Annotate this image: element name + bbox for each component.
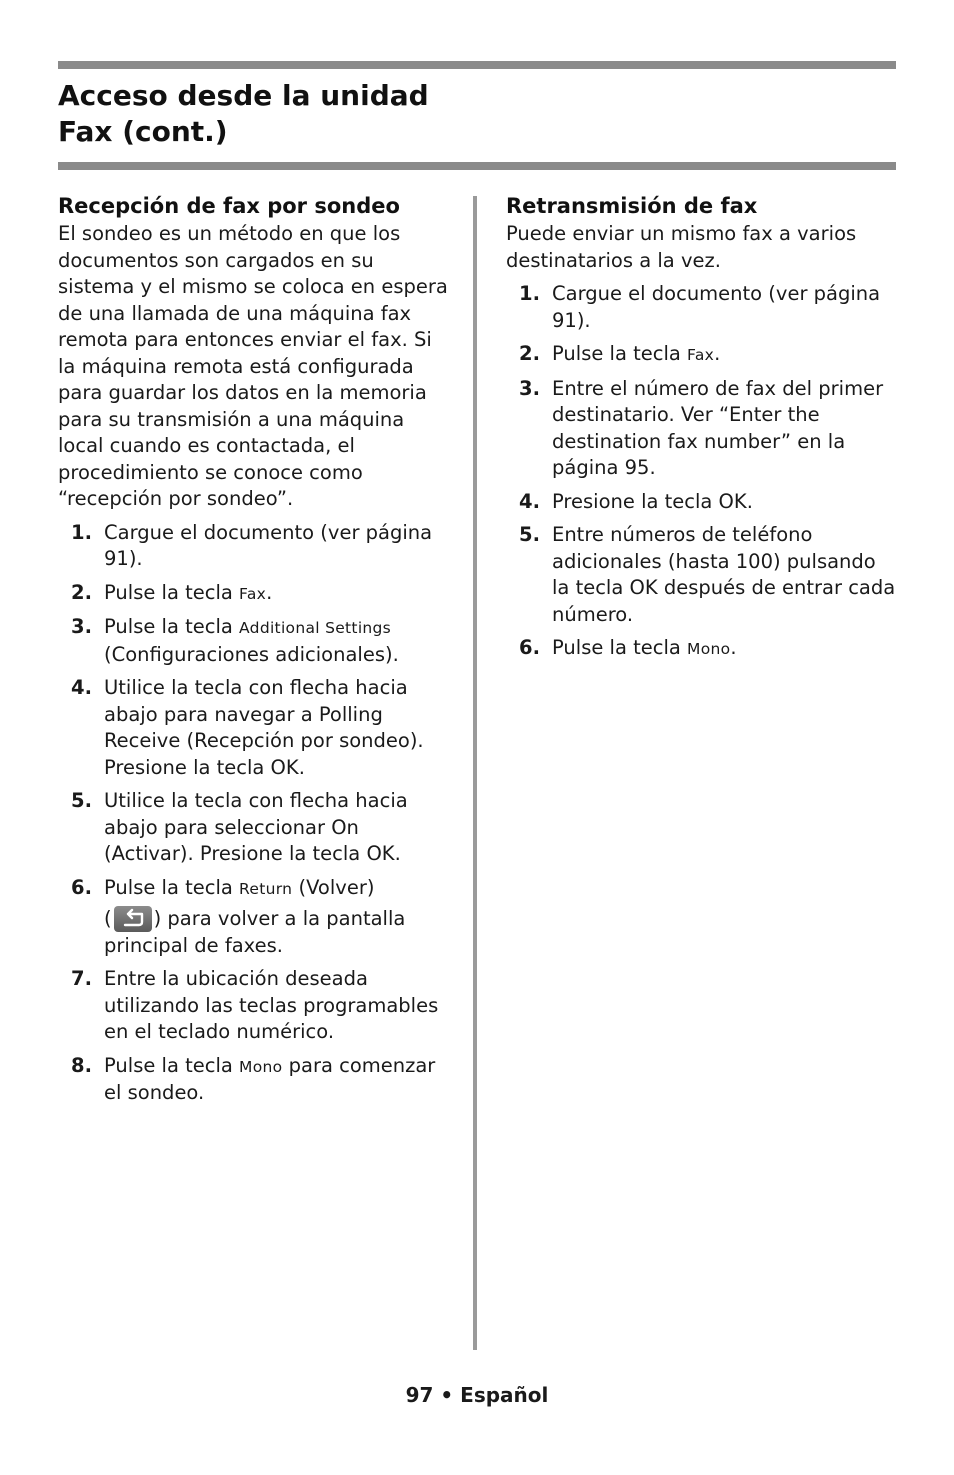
- step-number: 8.: [71, 1053, 92, 1077]
- step-text: Cargue el documento (ver página 91).: [104, 520, 433, 570]
- step-number: 4.: [71, 676, 92, 699]
- step-text-pre: Pulse la tecla: [104, 580, 240, 604]
- key-name-return: Return: [239, 879, 293, 898]
- broadcast-step-6: [506, 635, 898, 663]
- step-text-pre: Pulse la tecla: [552, 342, 688, 365]
- step-text-post: para comenzar el sondeo.: [104, 1053, 436, 1104]
- broadcast-steps-list: [506, 281, 898, 663]
- broadcast-step-5: [506, 522, 898, 628]
- step-number: 7.: [71, 967, 92, 990]
- step-text-after-icon: ) para volver a la pantalla principal de faxes.: [104, 907, 406, 957]
- broadcast-step-2: [506, 341, 898, 369]
- step-6-continuation: [58, 906, 453, 959]
- step-number: 4.: [519, 489, 540, 513]
- page-title: [58, 78, 429, 150]
- title-bottom-rule: [58, 162, 896, 170]
- step-number: 3.: [519, 376, 540, 400]
- step-text-pre: Pulse la tecla: [552, 636, 688, 659]
- broadcast-step-3: [506, 376, 898, 482]
- step-number: 2.: [519, 342, 540, 365]
- step-number: 5.: [519, 523, 540, 546]
- key-name-mono: Mono: [239, 1057, 283, 1076]
- title-line-2: Fax (cont.): [58, 115, 228, 148]
- step-text-post: .: [714, 342, 721, 365]
- step-text-pre: Pulse la tecla: [104, 615, 240, 638]
- polling-intro-paragraph: El sondeo es un método en que los documentos son cargados en su sistema y el mismo se coloca en espera de una llamada de una máquina fax remota para entonces enviar el fax. Si la máquina remota está configurada para guardar los datos en la memoria para su transmisión a una máquina local cuando es contactada, el procedimiento se conoce como “recepción por sondeo”.: [58, 222, 448, 510]
- key-name-additional-settings: Additional Settings: [239, 619, 392, 637]
- step-number: 2.: [71, 580, 92, 604]
- left-column: [58, 192, 453, 1114]
- section-heading-polling: Recepción de fax por sondeo: [58, 194, 400, 218]
- polling-step-2: [58, 580, 453, 608]
- polling-step-1: [58, 520, 453, 573]
- step-number: 3.: [71, 615, 92, 638]
- page-number: 97: [405, 1383, 434, 1407]
- broadcast-step-4: [506, 489, 898, 516]
- page-footer: [0, 1381, 954, 1409]
- key-name-fax: Fax: [239, 584, 267, 603]
- top-rule: [58, 61, 896, 69]
- right-column: [506, 192, 898, 670]
- step-number: 1.: [71, 520, 92, 544]
- step-text: Utilice la tecla con flecha hacia abajo para seleccionar On (Activar). Presione la tecla OK.: [104, 789, 408, 865]
- step-number: 6.: [71, 875, 92, 899]
- polling-step-7: [58, 966, 453, 1046]
- step-text: Utilice la tecla con flecha hacia abajo para navegar a Polling Receive (Recepción por sondeo). Presione la tecla OK.: [104, 676, 424, 779]
- key-name-fax: Fax: [687, 346, 715, 364]
- footer-language: Español: [460, 1383, 549, 1407]
- step-number: 1.: [519, 282, 540, 305]
- column-divider: [473, 196, 477, 1350]
- paren-open: (: [104, 907, 112, 930]
- key-name-mono: Mono: [687, 640, 731, 658]
- polling-step-5: [58, 788, 453, 868]
- step-text-post: .: [266, 580, 273, 604]
- polling-step-4: [58, 675, 453, 781]
- step-number: 6.: [519, 636, 540, 659]
- footer-bullet: •: [440, 1383, 454, 1407]
- step-text-post: (Configuraciones adicionales).: [104, 642, 399, 666]
- polling-steps-list: [58, 520, 453, 1107]
- polling-step-3: [58, 614, 453, 668]
- polling-step-6: [58, 875, 453, 960]
- broadcast-step-1: [506, 281, 898, 334]
- step-text: Presione la tecla OK.: [552, 489, 753, 513]
- step-text-post: (Volver): [292, 875, 375, 899]
- section-heading-broadcast: Retransmisión de fax: [506, 194, 758, 218]
- step-text: Entre la ubicación deseada utilizando las teclas programables en el teclado numérico.: [104, 967, 439, 1043]
- step-text-pre: Pulse la tecla: [104, 875, 240, 899]
- polling-step-8: [58, 1053, 453, 1107]
- step-text-post: .: [730, 636, 737, 659]
- return-arrow-icon: [114, 906, 152, 932]
- title-line-1: Acceso desde la unidad: [58, 79, 429, 112]
- step-number: 5.: [71, 789, 92, 812]
- step-text: Entre el número de fax del primer destinatario. Ver “Enter the destination fax number” en la página 95.: [552, 376, 884, 479]
- step-text: Cargue el documento (ver página 91).: [552, 282, 881, 332]
- step-text-pre: Pulse la tecla: [104, 1053, 240, 1077]
- broadcast-intro-paragraph: Puede enviar un mismo fax a varios destinatarios a la vez.: [506, 222, 857, 272]
- step-text: Entre números de teléfono adicionales (hasta 100) pulsando la tecla OK después de entrar cada número.: [552, 523, 896, 626]
